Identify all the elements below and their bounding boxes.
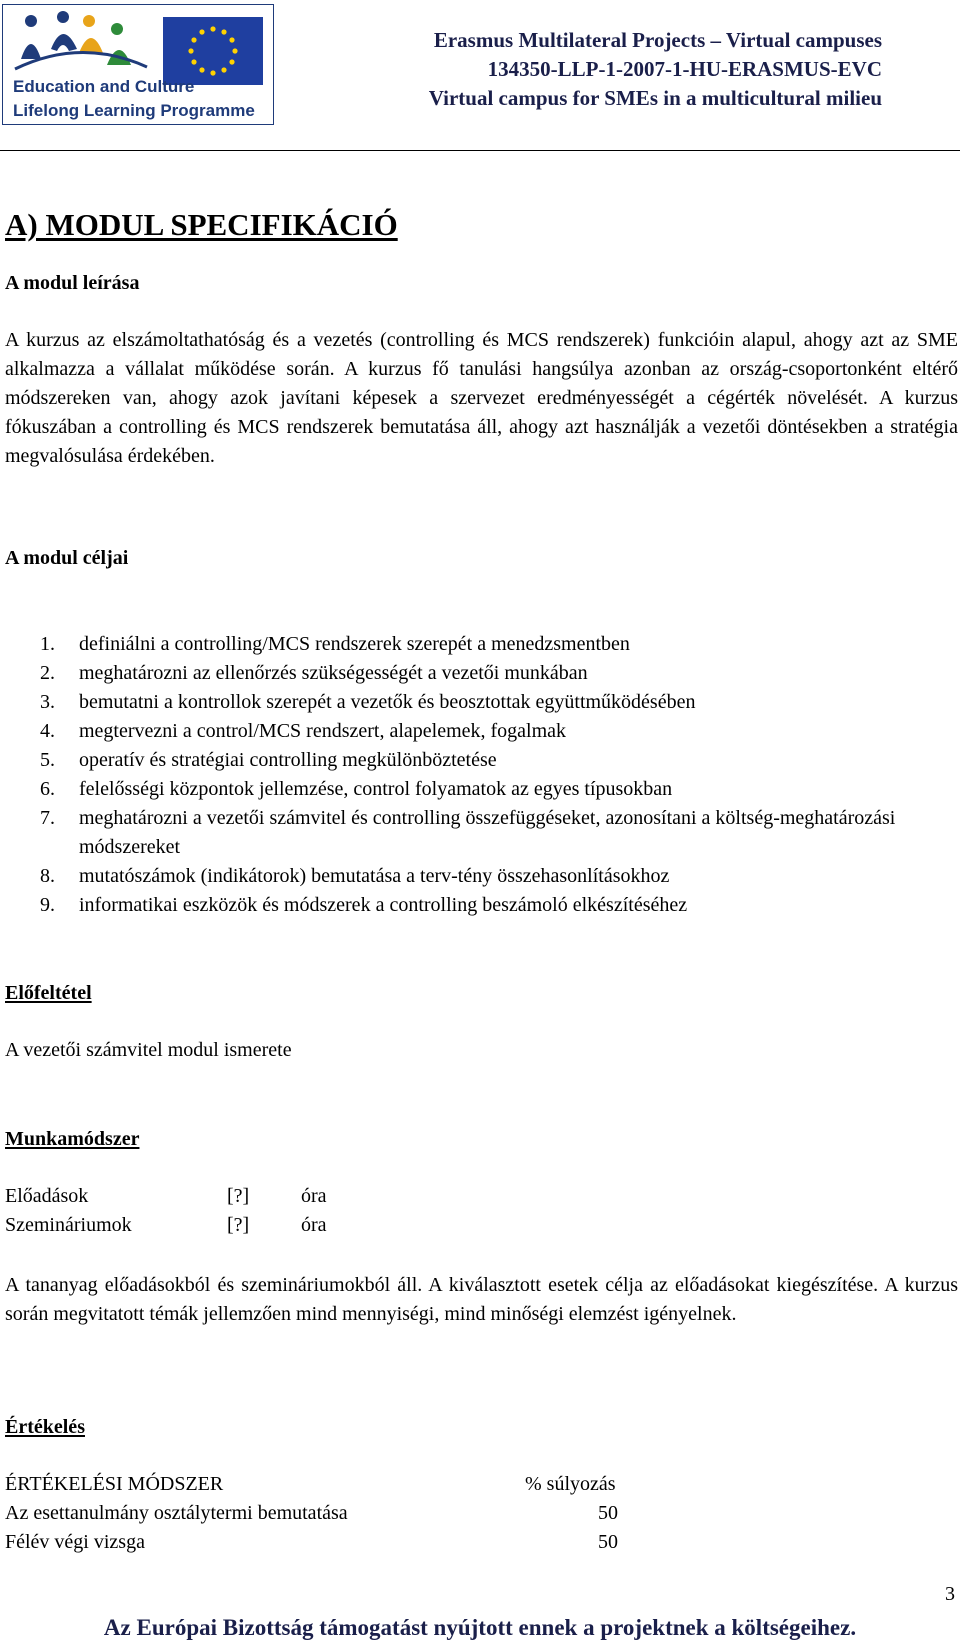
list-item	[40, 891, 920, 920]
list-item-number: 6.	[40, 778, 55, 800]
list-item	[40, 717, 920, 746]
evaluation-weight: 50	[598, 1531, 618, 1553]
evaluation-method: Az esettanulmány osztálytermi bemutatása	[5, 1502, 348, 1524]
document-title: A) MODUL SPECIFIKÁCIÓ	[5, 207, 398, 242]
page-number: 3	[945, 1583, 955, 1605]
method-label: Előadások	[5, 1185, 89, 1207]
list-item-number: 3.	[40, 691, 55, 713]
list-item-text: meghatározni a vezetői számvitel és controlling összefüggéseket, azonosítani a költség-meghatározási módszereket	[79, 807, 896, 858]
description-text: A kurzus az elszámoltathatóság és a vezetés (controlling és MCS rendszerek) funkcióin alapul, ahogy azt az SME alkalmazza a vállalat működése során. A kurzus fő tanulási hangsúlya azonban az ország-csoportonként eltérő módszereken van, ahogy azok javítani képesek a szervezet eredményességét a cégérték növelését. A kurzus fókuszában a controlling és MCS rendszerek bemutatása áll, ahogy azt használják a vezetői döntésekben a stratégia megvalósulása érdekében.	[5, 329, 958, 467]
prerequisite-heading: Előfeltétel	[5, 982, 92, 1004]
list-item-text: mutatószámok (indikátorok) bemutatása a terv-tény összehasonlításokhoz	[79, 865, 670, 887]
method-hours: [?]	[227, 1214, 250, 1236]
evaluation-header-row	[5, 1473, 645, 1501]
logo-text-lifelong-learning: Lifelong Learning Programme	[13, 101, 255, 120]
method-unit: óra	[301, 1214, 327, 1236]
list-item	[40, 688, 920, 717]
goals-list	[40, 630, 920, 920]
evaluation-method: Félév végi vizsga	[5, 1531, 145, 1553]
funding-footer: Az Európai Bizottság támogatást nyújtott ennek a projektnek a költségeihez.	[103, 1615, 857, 1640]
list-item	[40, 804, 920, 862]
eu-flag-icon	[163, 17, 263, 85]
list-item	[40, 659, 920, 688]
prerequisite-text: A vezetői számvitel modul ismerete	[5, 1039, 292, 1061]
table-row	[5, 1502, 645, 1530]
goals-heading: A modul céljai	[5, 547, 129, 569]
method-unit: óra	[301, 1185, 327, 1207]
list-item-text: felelősségi központok jellemzése, control folyamatok az egyes típusokban	[79, 778, 673, 800]
list-item-text: definiálni a controlling/MCS rendszerek szerepét a menedzsmentben	[79, 633, 630, 655]
method-label: Szemináriumok	[5, 1214, 132, 1236]
list-item-number: 5.	[40, 749, 55, 771]
list-item-text: informatikai eszközök és módszerek a controlling beszámoló elkészítéséhez	[79, 894, 688, 916]
header-project-line: Erasmus Multilateral Projects – Virtual campuses	[433, 28, 882, 52]
method-heading: Munkamódszer	[5, 1128, 140, 1150]
list-item-number: 1.	[40, 633, 55, 655]
list-item-text: bemutatni a kontrollok szerepét a vezetők és beosztottak együttműködésében	[79, 691, 696, 713]
evaluation-col-method: ÉRTÉKELÉSI MÓDSZER	[5, 1473, 224, 1495]
table-row	[5, 1531, 645, 1559]
list-item	[40, 775, 920, 804]
people-figures-icon	[11, 9, 151, 73]
list-item	[40, 630, 920, 659]
list-item-number: 9.	[40, 894, 55, 916]
list-item-number: 2.	[40, 662, 55, 684]
list-item-text: operatív és stratégiai controlling megkülönböztetése	[79, 749, 497, 771]
description-heading: A modul leírása	[5, 272, 140, 294]
list-item	[40, 746, 920, 775]
header-divider	[0, 150, 960, 151]
eu-programme-logo	[2, 4, 274, 125]
header-project-code: 134350-LLP-1-2007-1-HU-ERASMUS-EVC	[487, 57, 882, 81]
evaluation-heading: Értékelés	[5, 1416, 85, 1438]
method-hours: [?]	[227, 1185, 250, 1207]
list-item-number: 8.	[40, 865, 55, 887]
list-item	[40, 862, 920, 891]
header-project-title: Virtual campus for SMEs in a multicultural milieu	[428, 86, 882, 110]
list-item-text: megtervezni a control/MCS rendszert, alapelemek, fogalmak	[79, 720, 567, 742]
logo-text-education-culture: Education and Culture	[13, 77, 195, 96]
evaluation-weight: 50	[598, 1502, 618, 1524]
list-item-number: 7.	[40, 807, 55, 829]
list-item-text: meghatározni az ellenőrzés szükségességét a vezetői munkában	[79, 662, 588, 684]
method-text: A tananyag előadásokból és szemináriumokból áll. A kiválasztott esetek célja az előadásokat kiegészítése. A kurzus során megvitatott témák jellemzően mind mennyiségi, mind minőségi elemzést igényelnek.	[5, 1274, 958, 1325]
evaluation-col-weight: % súlyozás	[525, 1473, 616, 1495]
list-item-number: 4.	[40, 720, 55, 742]
